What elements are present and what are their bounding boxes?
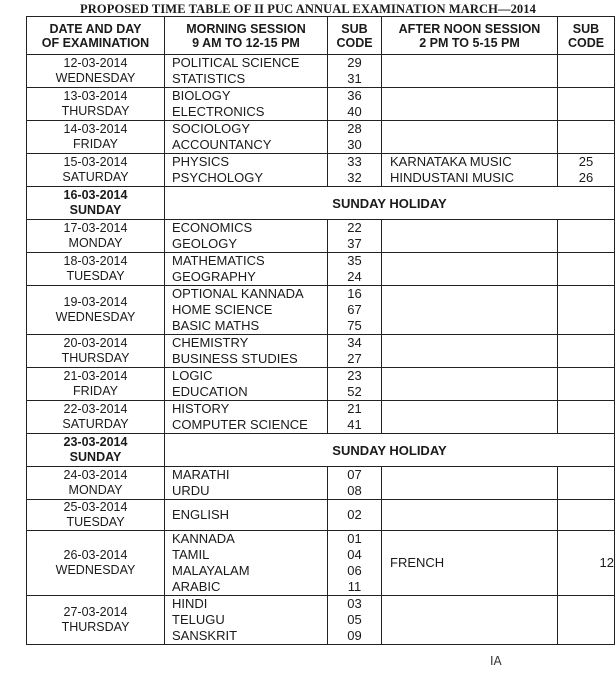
exam-row bbox=[27, 401, 615, 434]
morning-codes bbox=[328, 286, 382, 335]
header-date bbox=[27, 17, 165, 55]
morning-subject: TAMIL bbox=[172, 547, 210, 562]
morning-code: 41 bbox=[347, 417, 362, 432]
date-cell bbox=[27, 401, 165, 434]
date-cell bbox=[27, 88, 165, 121]
date-cell bbox=[27, 154, 165, 187]
morning-code: 32 bbox=[347, 170, 362, 185]
exam-row bbox=[27, 55, 615, 88]
morning-codes bbox=[328, 368, 382, 401]
morning-subject: GEOLOGY bbox=[172, 236, 238, 251]
exam-day: FRIDAY bbox=[73, 384, 118, 398]
exam-date: 24-03-2014 bbox=[63, 468, 128, 482]
header-row bbox=[27, 17, 615, 55]
morning-subjects bbox=[165, 467, 328, 500]
exam-date: 18-03-2014 bbox=[63, 254, 128, 268]
exam-date: 14-03-2014 bbox=[63, 122, 128, 136]
morning-code: 28 bbox=[347, 121, 362, 136]
afternoon-codes bbox=[558, 154, 615, 187]
morning-code: 02 bbox=[347, 507, 362, 522]
morning-subject: SOCIOLOGY bbox=[172, 121, 251, 136]
morning-subject: BIOLOGY bbox=[172, 88, 231, 103]
exam-date: 15-03-2014 bbox=[63, 155, 128, 169]
morning-code: 75 bbox=[347, 318, 362, 333]
morning-subject: PSYCHOLOGY bbox=[172, 170, 264, 185]
morning-subjects bbox=[165, 220, 328, 253]
exam-day: THURSDAY bbox=[61, 620, 130, 634]
exam-row bbox=[27, 467, 615, 500]
morning-subjects bbox=[165, 253, 328, 286]
morning-subjects bbox=[165, 286, 328, 335]
morning-codes bbox=[328, 531, 382, 596]
afternoon-subject: KARNATAKA MUSIC bbox=[390, 154, 512, 169]
morning-subject: ELECTRONICS bbox=[172, 104, 265, 119]
morning-code: 04 bbox=[347, 547, 362, 562]
exam-day: MONDAY bbox=[68, 483, 123, 497]
header-date-line-2: OF EXAMINATION bbox=[41, 35, 150, 50]
morning-subject: OPTIONAL KANNADA bbox=[172, 286, 304, 301]
afternoon-codes bbox=[558, 467, 615, 500]
exam-day: WEDNESDAY bbox=[55, 310, 136, 324]
morning-subject: TELUGU bbox=[172, 612, 225, 627]
morning-code: 05 bbox=[347, 612, 362, 627]
date-cell bbox=[27, 187, 165, 220]
morning-codes bbox=[328, 335, 382, 368]
morning-code: 33 bbox=[347, 154, 362, 169]
morning-subjects bbox=[165, 335, 328, 368]
morning-subjects bbox=[165, 154, 328, 187]
holiday-label: SUNDAY HOLIDAY bbox=[165, 434, 615, 467]
afternoon-codes bbox=[558, 88, 615, 121]
afternoon-subjects bbox=[382, 253, 558, 286]
morning-codes bbox=[328, 220, 382, 253]
afternoon-subjects bbox=[382, 154, 558, 187]
morning-subject: PHYSICS bbox=[172, 154, 230, 169]
header-date-line-1: DATE AND DAY bbox=[49, 21, 142, 36]
morning-code: 06 bbox=[347, 563, 362, 578]
exam-row bbox=[27, 335, 615, 368]
morning-codes bbox=[328, 154, 382, 187]
date-cell bbox=[27, 220, 165, 253]
timetable bbox=[26, 16, 615, 645]
date-cell bbox=[27, 368, 165, 401]
morning-subject: HISTORY bbox=[172, 401, 230, 416]
morning-codes bbox=[328, 401, 382, 434]
morning-codes bbox=[328, 500, 382, 531]
exam-day: THURSDAY bbox=[61, 104, 130, 118]
exam-day: WEDNESDAY bbox=[55, 71, 136, 85]
holiday-label: SUNDAY HOLIDAY bbox=[165, 187, 615, 220]
morning-subject: CHEMISTRY bbox=[172, 335, 249, 350]
morning-subjects bbox=[165, 368, 328, 401]
header-morning-line-2: 9 AM TO 12-15 PM bbox=[192, 35, 300, 50]
afternoon-subjects bbox=[382, 121, 558, 154]
afternoon-subjects bbox=[382, 531, 558, 596]
afternoon-subjects bbox=[382, 596, 558, 645]
morning-subject: MARATHI bbox=[172, 467, 230, 482]
date-cell bbox=[27, 500, 165, 531]
morning-subject: BUSINESS STUDIES bbox=[172, 351, 298, 366]
morning-code: 30 bbox=[347, 137, 362, 152]
morning-subject: COMPUTER SCIENCE bbox=[172, 417, 308, 432]
morning-subject: URDU bbox=[172, 483, 210, 498]
header-sub2-line-1: SUB bbox=[572, 21, 600, 36]
morning-subject: LOGIC bbox=[172, 368, 213, 383]
morning-code: 01 bbox=[347, 531, 362, 546]
morning-code: 23 bbox=[347, 368, 362, 383]
exam-date: 13-03-2014 bbox=[63, 89, 128, 103]
date-cell bbox=[27, 335, 165, 368]
morning-code: 31 bbox=[347, 71, 362, 86]
morning-code: 37 bbox=[347, 236, 362, 251]
exam-row bbox=[27, 368, 615, 401]
morning-subject: MATHEMATICS bbox=[172, 253, 265, 268]
date-cell bbox=[27, 596, 165, 645]
date-cell bbox=[27, 467, 165, 500]
morning-codes bbox=[328, 467, 382, 500]
morning-subject: ENGLISH bbox=[172, 507, 230, 522]
exam-row bbox=[27, 88, 615, 121]
exam-date: 23-03-2014 bbox=[63, 435, 128, 449]
exam-date: 26-03-2014 bbox=[63, 548, 128, 562]
morning-subject: ARABIC bbox=[172, 579, 221, 594]
afternoon-subjects bbox=[382, 220, 558, 253]
morning-subject: POLITICAL SCIENCE bbox=[172, 55, 300, 70]
exam-day: SATURDAY bbox=[62, 417, 129, 431]
morning-subject: MALAYALAM bbox=[172, 563, 250, 578]
exam-day: WEDNESDAY bbox=[55, 563, 136, 577]
afternoon-codes bbox=[558, 253, 615, 286]
afternoon-codes bbox=[558, 121, 615, 154]
morning-code: 03 bbox=[347, 596, 362, 611]
afternoon-codes bbox=[558, 500, 615, 531]
exam-date: 19-03-2014 bbox=[63, 295, 128, 309]
exam-row bbox=[27, 531, 615, 596]
date-cell bbox=[27, 253, 165, 286]
exam-date: 21-03-2014 bbox=[63, 369, 128, 383]
afternoon-codes bbox=[558, 531, 615, 596]
exam-day: SUNDAY bbox=[69, 450, 122, 464]
morning-subjects bbox=[165, 401, 328, 434]
afternoon-subjects bbox=[382, 500, 558, 531]
morning-subject: HOME SCIENCE bbox=[172, 302, 273, 317]
holiday-row bbox=[27, 187, 615, 220]
morning-code: 52 bbox=[347, 384, 362, 399]
morning-code: 11 bbox=[347, 579, 362, 594]
morning-codes bbox=[328, 121, 382, 154]
header-sub2-line-2: CODE bbox=[567, 35, 605, 50]
exam-day: SATURDAY bbox=[62, 170, 129, 184]
morning-subjects bbox=[165, 121, 328, 154]
afternoon-subjects bbox=[382, 368, 558, 401]
morning-code: 22 bbox=[347, 220, 362, 235]
afternoon-subjects bbox=[382, 88, 558, 121]
morning-code: 07 bbox=[347, 467, 362, 482]
morning-subject: KANNADA bbox=[172, 531, 235, 546]
morning-code: 24 bbox=[347, 269, 362, 284]
morning-subject: HINDI bbox=[172, 596, 208, 611]
afternoon-codes bbox=[558, 335, 615, 368]
date-cell bbox=[27, 55, 165, 88]
afternoon-subjects bbox=[382, 55, 558, 88]
header-sub-line-2: CODE bbox=[336, 35, 373, 50]
exam-day: MONDAY bbox=[68, 236, 123, 250]
morning-subjects bbox=[165, 500, 328, 531]
afternoon-subject: HINDUSTANI MUSIC bbox=[390, 170, 514, 185]
morning-code: 08 bbox=[347, 483, 362, 498]
morning-code: 35 bbox=[347, 253, 362, 268]
afternoon-codes bbox=[558, 368, 615, 401]
morning-code: 16 bbox=[347, 286, 362, 301]
afternoon-subjects bbox=[382, 401, 558, 434]
morning-subjects bbox=[165, 596, 328, 645]
header-sub-code bbox=[328, 17, 382, 55]
exam-row bbox=[27, 596, 615, 645]
morning-code: 27 bbox=[347, 351, 362, 366]
morning-subject: EDUCATION bbox=[172, 384, 248, 399]
exam-date: 22-03-2014 bbox=[63, 402, 128, 416]
morning-subject: SANSKRIT bbox=[172, 628, 238, 643]
afternoon-codes bbox=[558, 220, 615, 253]
afternoon-subjects bbox=[382, 467, 558, 500]
exam-day: TUESDAY bbox=[66, 269, 125, 283]
exam-row bbox=[27, 286, 615, 335]
morning-subject: GEOGRAPHY bbox=[172, 269, 256, 284]
exam-date: 17-03-2014 bbox=[63, 221, 128, 235]
exam-day: THURSDAY bbox=[61, 351, 130, 365]
morning-code: 34 bbox=[347, 335, 362, 350]
exam-date: 12-03-2014 bbox=[63, 56, 128, 70]
exam-date: 25-03-2014 bbox=[63, 500, 128, 514]
morning-codes bbox=[328, 596, 382, 645]
exam-date: 20-03-2014 bbox=[63, 336, 128, 350]
morning-subject: BASIC MATHS bbox=[172, 318, 260, 333]
morning-code: 09 bbox=[347, 628, 362, 643]
header-afternoon-line-2: 2 PM TO 5-15 PM bbox=[419, 35, 520, 50]
morning-subjects bbox=[165, 531, 328, 596]
date-cell bbox=[27, 286, 165, 335]
afternoon-codes bbox=[558, 596, 615, 645]
exam-day: TUESDAY bbox=[66, 515, 125, 529]
header-morning bbox=[165, 17, 328, 55]
morning-subject: STATISTICS bbox=[172, 71, 246, 86]
exam-date: 27-03-2014 bbox=[63, 605, 128, 619]
header-sub-code-2 bbox=[558, 17, 615, 55]
exam-row bbox=[27, 500, 615, 531]
morning-subject: ECONOMICS bbox=[172, 220, 253, 235]
exam-row bbox=[27, 253, 615, 286]
morning-code: 40 bbox=[347, 104, 362, 119]
morning-subject: ACCOUNTANCY bbox=[172, 137, 272, 152]
exam-row bbox=[27, 121, 615, 154]
afternoon-code: 26 bbox=[578, 170, 594, 185]
exam-row bbox=[27, 220, 615, 253]
holiday-row bbox=[27, 434, 615, 467]
afternoon-codes bbox=[558, 55, 615, 88]
header-afternoon bbox=[382, 17, 558, 55]
afternoon-subjects bbox=[382, 335, 558, 368]
morning-subjects bbox=[165, 88, 328, 121]
morning-code: 29 bbox=[347, 55, 362, 70]
date-cell bbox=[27, 531, 165, 596]
afternoon-subjects bbox=[382, 286, 558, 335]
exam-day: FRIDAY bbox=[73, 137, 118, 151]
morning-codes bbox=[328, 55, 382, 88]
morning-subjects bbox=[165, 55, 328, 88]
morning-codes bbox=[328, 253, 382, 286]
header-sub-line-1: SUB bbox=[341, 21, 368, 36]
afternoon-codes bbox=[558, 401, 615, 434]
afternoon-codes bbox=[558, 286, 615, 335]
exam-row bbox=[27, 154, 615, 187]
morning-code: 36 bbox=[347, 88, 362, 103]
date-cell bbox=[27, 434, 165, 467]
header-morning-line-1: MORNING SESSION bbox=[186, 21, 306, 36]
date-cell bbox=[27, 121, 165, 154]
handwritten-mark: IA bbox=[490, 654, 502, 668]
morning-code: 67 bbox=[347, 302, 362, 317]
page-title: PROPOSED TIME TABLE OF II PUC ANNUAL EXAMINATION MARCH—2014 bbox=[80, 2, 536, 16]
morning-code: 21 bbox=[347, 401, 362, 416]
afternoon-code: 25 bbox=[578, 154, 594, 169]
afternoon-subject: FRENCH bbox=[390, 555, 445, 570]
exam-date: 16-03-2014 bbox=[63, 188, 128, 202]
header-afternoon-line-1: AFTER NOON SESSION bbox=[398, 21, 541, 36]
exam-day: SUNDAY bbox=[69, 203, 122, 217]
morning-codes bbox=[328, 88, 382, 121]
afternoon-code: 12 bbox=[599, 555, 614, 570]
